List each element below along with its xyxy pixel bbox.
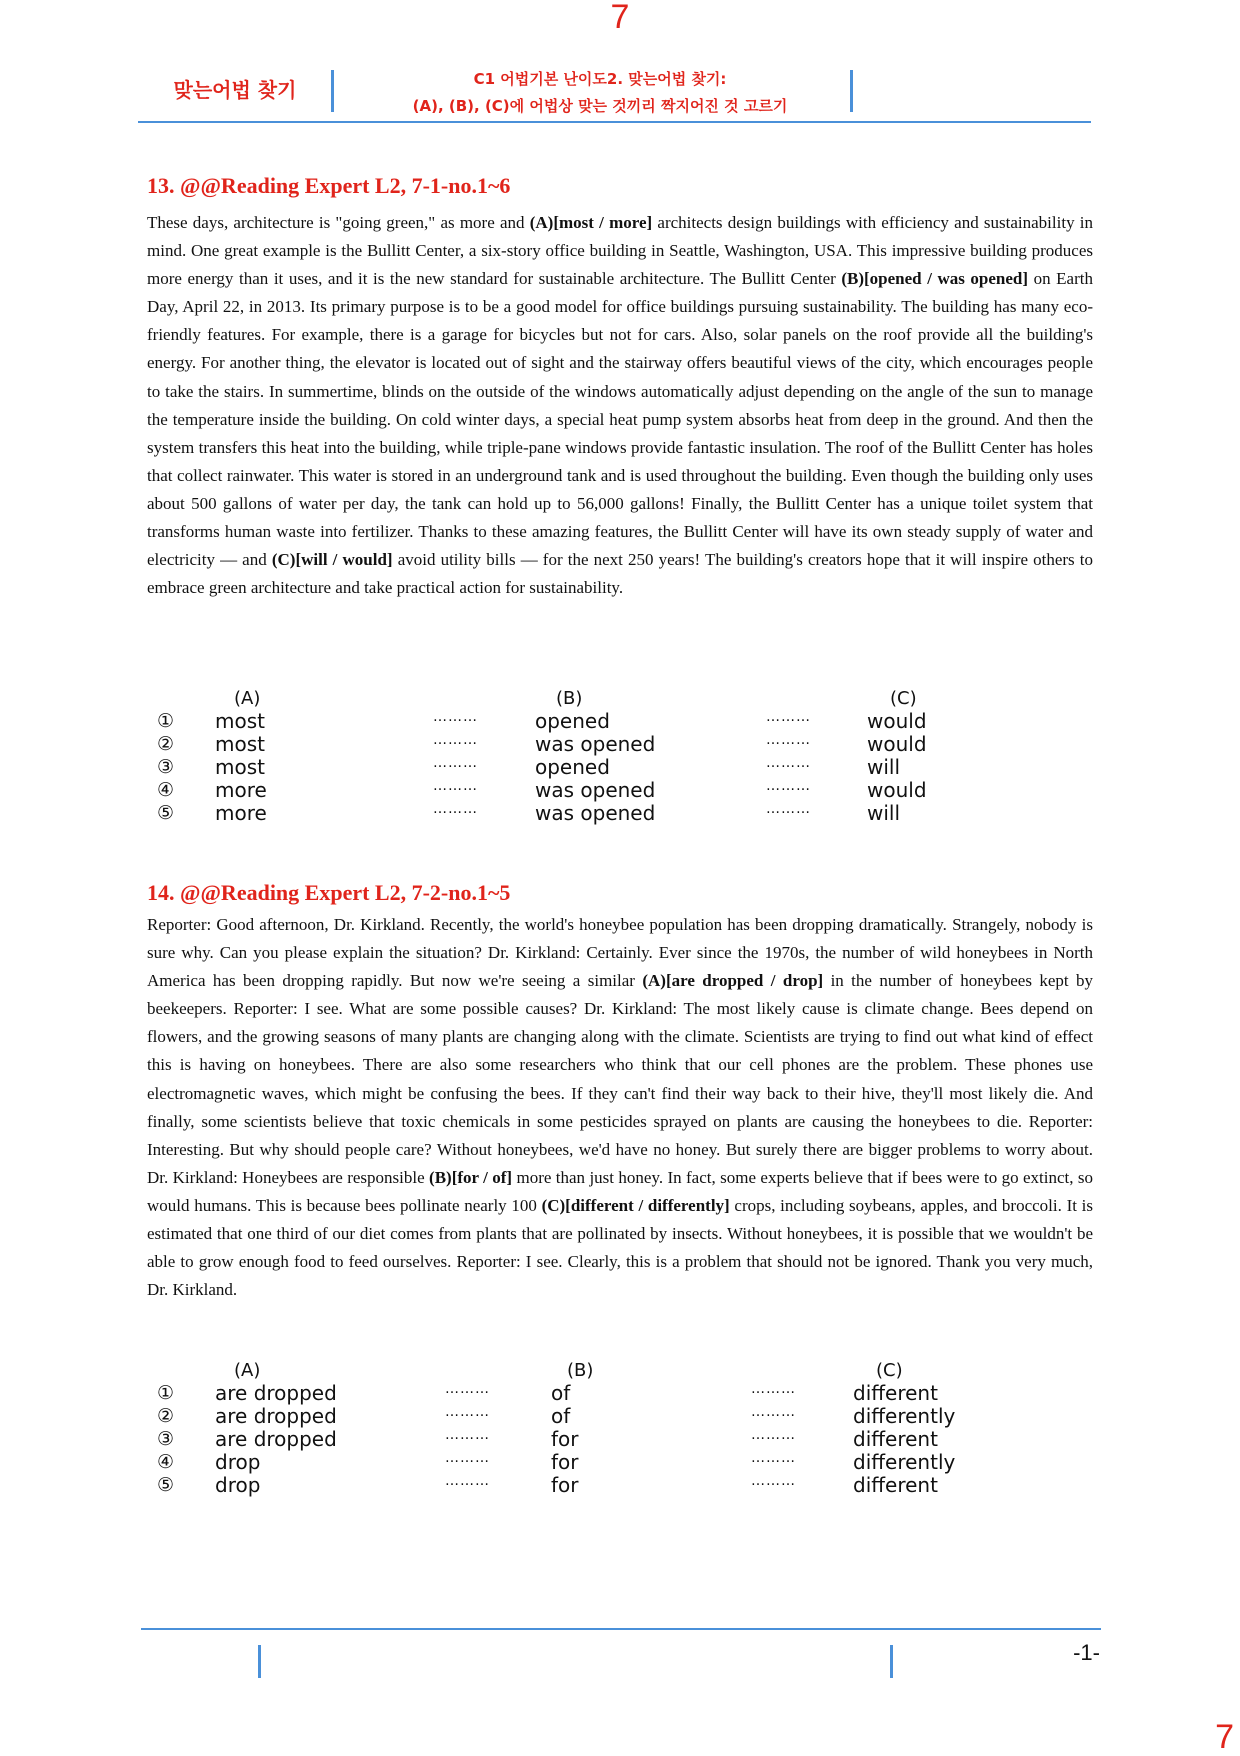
question-13-passage (147, 209, 1093, 602)
dot-leader: ……… (445, 1404, 490, 1420)
blank-choice: (C)[different / differently] (541, 1195, 730, 1215)
dot-leader: ……… (433, 755, 478, 771)
footer-rule (141, 1628, 1101, 1630)
answer-option[interactable] (147, 802, 1093, 825)
option-b: was opened (535, 801, 656, 825)
dot-leader: ……… (433, 801, 478, 817)
col-header-a: (A) (234, 1360, 261, 1381)
header-rule (138, 121, 1091, 123)
option-c: differently (853, 1404, 956, 1428)
dot-leader: ……… (445, 1473, 490, 1489)
blank-choice: (B)[opened / was opened] (841, 269, 1029, 289)
option-b: of (551, 1381, 571, 1405)
answer-option[interactable] (147, 1428, 1093, 1451)
passage-text: more than just honey. In fact, some experts believe that if bees were to go extinct, so would humans. This is because bees pollinate nearly 100 (147, 1167, 1093, 1215)
answer-option[interactable] (147, 1405, 1093, 1428)
answer-option[interactable] (147, 733, 1093, 756)
answer-option[interactable] (147, 1451, 1093, 1474)
col-header-b: (B) (556, 688, 583, 709)
dot-leader: ……… (751, 1381, 796, 1397)
option-b: opened (535, 755, 610, 779)
option-c: would (867, 709, 927, 733)
passage-text: in the number of honeybees kept by beekeepers. Reporter: I see. What are some possible causes? Dr. Kirkland: The most likely cause is climate change. Bees depend on flowers, and the growing seasons of many plants are changing along with the climate. Scientists are trying to find out what kind of effect this is having on honeybees. There are also some researchers who think that our cell phones are the problem. These phones use electromagnetic waves, which might be confusing the bees. If they can't find their way back to their hive, they'll most likely die. And finally, some scientists believe that toxic chemicals in some pesticides sprayed on plants are causing the honeybees to die. Reporter: Interesting. But why should people care? Without honeybees, we'd have no honey. But surely there are bigger problems to worry about. Dr. Kirkland: Honeybees are responsible (147, 971, 1093, 1187)
option-c: will (867, 801, 901, 825)
footer-divider-right (890, 1645, 893, 1678)
dot-leader: ……… (445, 1381, 490, 1397)
blank-choice: (B)[for / of] (429, 1167, 513, 1187)
answer-option[interactable] (147, 779, 1093, 802)
option-b: was opened (535, 732, 656, 756)
passage-text: avoid utility bills — for the next 250 years! The building's creators hope that it will inspire others to embrace green architecture and take practical action for sustainability. (147, 550, 1093, 598)
header-instruction-line1: C1 어법기본 난이도2. 맞는어법 찾기: (473, 70, 727, 88)
option-number: ⑤ (157, 802, 175, 824)
header-divider-left (331, 70, 334, 112)
option-number: ⑤ (157, 1474, 175, 1496)
header-instruction (340, 66, 860, 120)
question-14-passage (147, 911, 1093, 1304)
option-b: for (551, 1473, 579, 1497)
option-a: are dropped (215, 1381, 337, 1405)
dot-leader: ……… (766, 732, 811, 748)
option-c: differently (853, 1450, 956, 1474)
question-14-options (147, 1360, 1093, 1500)
option-number: ④ (157, 779, 175, 801)
option-b: was opened (535, 778, 656, 802)
dot-leader: ……… (445, 1427, 490, 1443)
page-marker-corner: 7 (1215, 1718, 1234, 1756)
option-b: for (551, 1427, 579, 1451)
blank-choice: (A)[most / more] (529, 213, 653, 232)
option-number: ① (157, 1382, 175, 1404)
passage-text: architects design buildings with efficiency and sustainability in mind. One great example is the Bullitt Center, a six-story office building in Seattle, Washington, USA. This impressive building produces more energy than it uses, and it is the new standard for sustainable architecture. The Bullitt Center (147, 213, 1094, 289)
col-header-b: (B) (567, 1360, 594, 1381)
blank-choice: (A)[are dropped / drop] (642, 971, 824, 991)
passage-text: These days, architecture is "going green," as more and (147, 213, 530, 232)
option-c: different (853, 1427, 938, 1451)
answer-option[interactable] (147, 710, 1093, 733)
question-13-title: 13. @@Reading Expert L2, 7-1-no.1~6 (147, 173, 511, 198)
dot-leader: ……… (751, 1427, 796, 1443)
option-b: for (551, 1450, 579, 1474)
option-c: will (867, 755, 901, 779)
option-c: different (853, 1381, 938, 1405)
passage-text: Reporter: Good afternoon, Dr. Kirkland. Recently, the world's honeybee population has been dropping dramatically. Strangely, nobody is sure why. Can you please explain the situation? Dr. Kirkland: Certainly. Ever since the 1970s, the number of wild honeybees in North America has been dropping rapidly. But now we're seeing a similar (147, 915, 1093, 991)
option-number: ③ (157, 1428, 175, 1450)
dot-leader: ……… (766, 709, 811, 725)
option-a: are dropped (215, 1427, 337, 1451)
option-a: most (215, 732, 265, 756)
page-number: -1- (1073, 1640, 1100, 1665)
dot-leader: ……… (751, 1473, 796, 1489)
page-marker-top: 7 (610, 0, 630, 36)
answer-option[interactable] (147, 1382, 1093, 1405)
footer-divider-left (258, 1645, 261, 1678)
question-13-options (147, 688, 1093, 828)
col-header-c: (C) (876, 1360, 903, 1381)
option-c: different (853, 1473, 938, 1497)
answer-option[interactable] (147, 756, 1093, 779)
header-instruction-line2: (A), (B), (C)에 어법상 맞는 것끼리 짝지어진 것 고르기 (412, 97, 788, 115)
dot-leader: ……… (766, 778, 811, 794)
option-c: would (867, 732, 927, 756)
blank-choice: (C)[will / would] (271, 550, 393, 570)
passage-text: crops, including soybeans, apples, and broccoli. It is estimated that one third of our diet comes from plants that are pollinated by insects. Without honeybees, it is possible that we wouldn't be able to grow enough food to feed ourselves. Reporter: I see. Clearly, this is a problem that should not be ignored. Thank you very much, Dr. Kirkland. (147, 1195, 1093, 1300)
question-14-title: 14. @@Reading Expert L2, 7-2-no.1~5 (147, 880, 511, 905)
option-number: ① (157, 710, 175, 732)
dot-leader: ……… (433, 778, 478, 794)
option-a: most (215, 755, 265, 779)
dot-leader: ……… (751, 1404, 796, 1420)
option-number: ③ (157, 756, 175, 778)
option-a: most (215, 709, 265, 733)
category-label: 맞는어법 찾기 (173, 78, 297, 102)
option-number: ② (157, 733, 175, 755)
header-divider-right (850, 70, 853, 112)
option-a: drop (215, 1473, 261, 1497)
option-b: of (551, 1404, 571, 1428)
option-a: drop (215, 1450, 261, 1474)
option-a: more (215, 801, 267, 825)
option-c: would (867, 778, 927, 802)
answer-option[interactable] (147, 1474, 1093, 1497)
passage-text: on Earth Day, April 22, in 2013. Its primary purpose is to be a good model for office buildings pursuing sustainability. The building has many eco-friendly features. For example, there is a garage for bicycles but not for cars. Also, solar panels on the roof provide all the building's energy. For another thing, the elevator is located out of sight and the stairway offers beautiful views of the city, which encourages people to take the stairs. In summertime, blinds on the outside of the windows automatically adjust depending on the angle of the sun to manage the temperature inside the building. On cold winter days, a special heat pump system absorbs heat from deep in the ground. And then the system transfers this heat into the building, while triple-pane windows provide fantastic insulation. The roof of the Bullitt Center has holes that collect rainwater. This water is stored in an underground tank and is used throughout the building. Even though the building only uses about 500 gallons of water per day, the tank can hold up to 56,000 gallons! Finally, the Bullitt Center has a unique toilet system that transforms human waste into fertilizer. Thanks to these amazing features, the Bullitt Center will have its own steady supply of water and electricity — and (147, 269, 1093, 570)
col-header-a: (A) (234, 688, 261, 709)
option-a: are dropped (215, 1404, 337, 1428)
option-number: ② (157, 1405, 175, 1427)
dot-leader: ……… (766, 801, 811, 817)
option-number: ④ (157, 1451, 175, 1473)
dot-leader: ……… (766, 755, 811, 771)
col-header-c: (C) (890, 688, 917, 709)
dot-leader: ……… (751, 1450, 796, 1466)
dot-leader: ……… (433, 732, 478, 748)
option-b: opened (535, 709, 610, 733)
dot-leader: ……… (445, 1450, 490, 1466)
dot-leader: ……… (433, 709, 478, 725)
option-a: more (215, 778, 267, 802)
